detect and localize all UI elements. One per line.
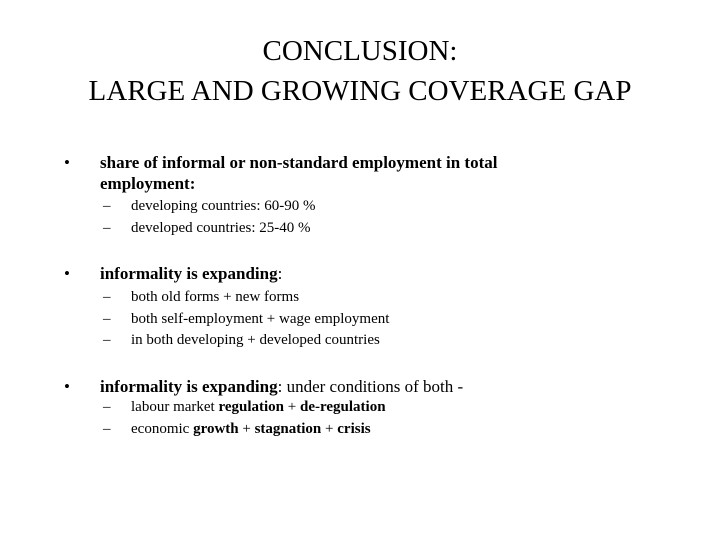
list-item	[0, 218, 720, 240]
dash-marker: –	[103, 332, 111, 348]
dash-marker: –	[103, 198, 111, 214]
slide-title	[0, 31, 720, 111]
bullet-2-sublist	[0, 287, 720, 352]
bullet-3-bold-text: informality is expanding	[100, 377, 278, 396]
dash-marker: –	[103, 420, 111, 437]
bullet-3-rest-text: : under conditions of both -	[277, 377, 464, 396]
title-line-1: CONCLUSION:	[262, 35, 458, 67]
list-item	[0, 397, 720, 419]
subitem-text: both self-employment + wage employment	[131, 310, 390, 327]
bullet-1-sublist	[0, 196, 720, 239]
bullet-1-bold-text: share of informal or non-standard employment in total employment:	[100, 153, 498, 193]
dash-marker: –	[103, 399, 111, 415]
bullet-3-text	[0, 376, 660, 397]
subitem-text: developing countries: 60-90 %	[131, 198, 316, 214]
dash-marker: –	[103, 289, 111, 305]
dash-marker: –	[103, 310, 111, 327]
subitem-bold: stagnation	[254, 420, 322, 437]
bullet-3	[0, 376, 720, 440]
bullet-2-rest-text: :	[277, 264, 283, 283]
subitem-bold: crisis	[337, 420, 371, 437]
subitem-plain: labour market	[131, 399, 219, 415]
bullet-3-sublist	[0, 397, 720, 440]
list-item	[0, 309, 720, 331]
dash-marker: –	[103, 219, 111, 236]
bullet-2-bold-text: informality is expanding	[100, 264, 278, 283]
list-item	[0, 330, 720, 352]
bullet-1-text	[0, 152, 580, 194]
subitem-bold: growth	[193, 420, 239, 437]
subitem-plain: +	[284, 399, 300, 415]
subitem-plain: +	[321, 420, 338, 437]
bullet-marker: •	[64, 153, 70, 172]
subitem-plain: economic	[131, 420, 194, 437]
bullet-2	[0, 263, 720, 352]
list-item	[0, 287, 720, 309]
title-line-2: LARGE AND GROWING COVERAGE GAP	[88, 75, 632, 107]
bullet-marker: •	[64, 264, 70, 283]
list-item	[0, 419, 720, 441]
subitem-text: developed countries: 25-40 %	[131, 219, 311, 236]
subitem-bold: regulation	[218, 399, 285, 415]
subitem-bold: de-regulation	[300, 399, 386, 415]
bullet-1	[0, 152, 720, 239]
subitem-text: in both developing + developed countries	[131, 332, 380, 348]
subitem-text: both old forms + new forms	[131, 289, 300, 305]
list-item	[0, 196, 720, 218]
subitem-plain: +	[238, 420, 255, 437]
bullet-marker: •	[64, 377, 70, 396]
bullet-2-text	[0, 263, 580, 284]
